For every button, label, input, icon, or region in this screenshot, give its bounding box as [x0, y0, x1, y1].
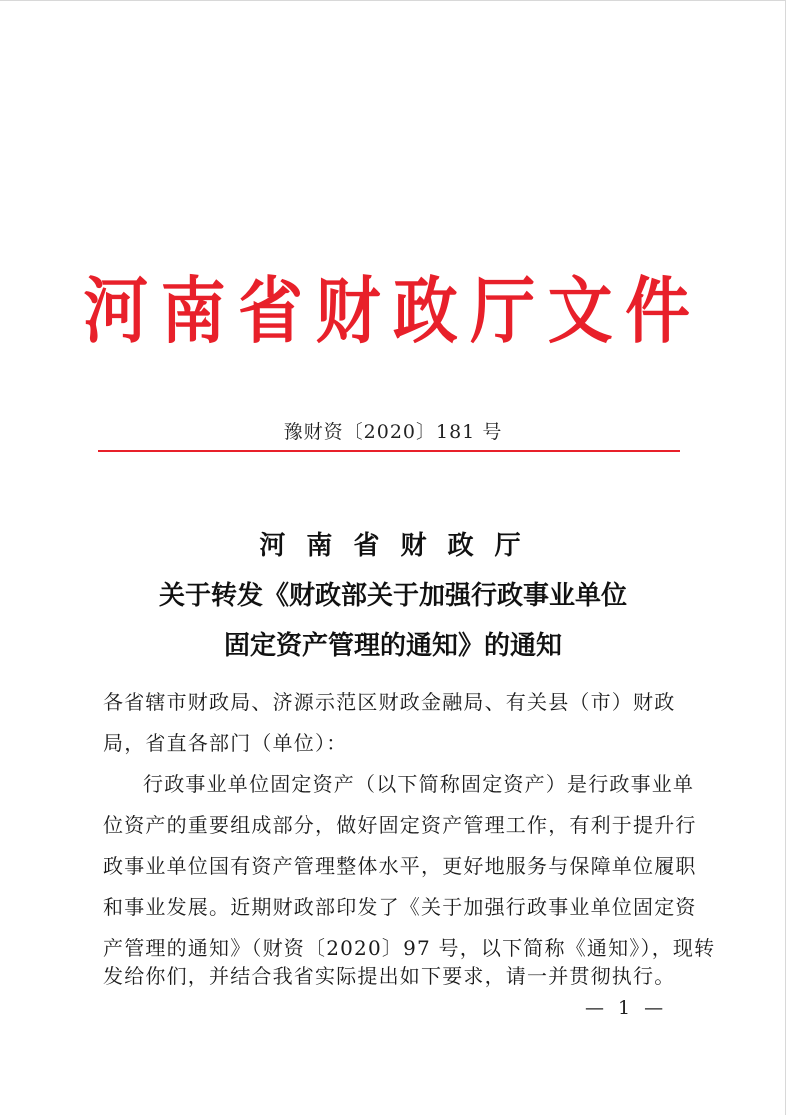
body-line: 位资产的重要组成部分，做好固定资产管理工作，有利于提升行 [103, 813, 697, 837]
page-number: — 1 — [585, 997, 668, 1019]
body-line-paragraph-start: 行政事业单位固定资产（以下简称固定资产）是行政事业单 [143, 772, 695, 796]
body-line-recipients-1: 各省辖市财政局、济源示范区财政金融局、有关县（市）财政 [103, 690, 676, 714]
title-line-3: 固定资产管理的通知》的通知 [223, 631, 562, 661]
body-line: 政事业单位国有资产管理整体水平，更好地服务与保障单位履职 [103, 854, 697, 878]
title-line-1: 河 南 省 财 政 厅 [259, 531, 527, 561]
body-line: 产管理的通知》（财资〔2020〕97 号，以下简称《通知》），现转 [103, 936, 716, 960]
body-line: 和事业发展。近期财政部印发了《关于加强行政事业单位固定资 [103, 895, 697, 919]
agency-header-title: 河南省财政厅文件 [83, 268, 703, 353]
body-line: 发给你们，并结合我省实际提出如下要求，请一并贯彻执行。 [103, 964, 676, 988]
document-number: 豫财资〔2020〕181 号 [283, 421, 503, 443]
title-line-2: 关于转发《财政部关于加强行政事业单位 [158, 581, 627, 611]
body-line-recipients-2: 局，省直各部门（单位）： [103, 731, 348, 755]
red-divider-line [98, 450, 680, 452]
